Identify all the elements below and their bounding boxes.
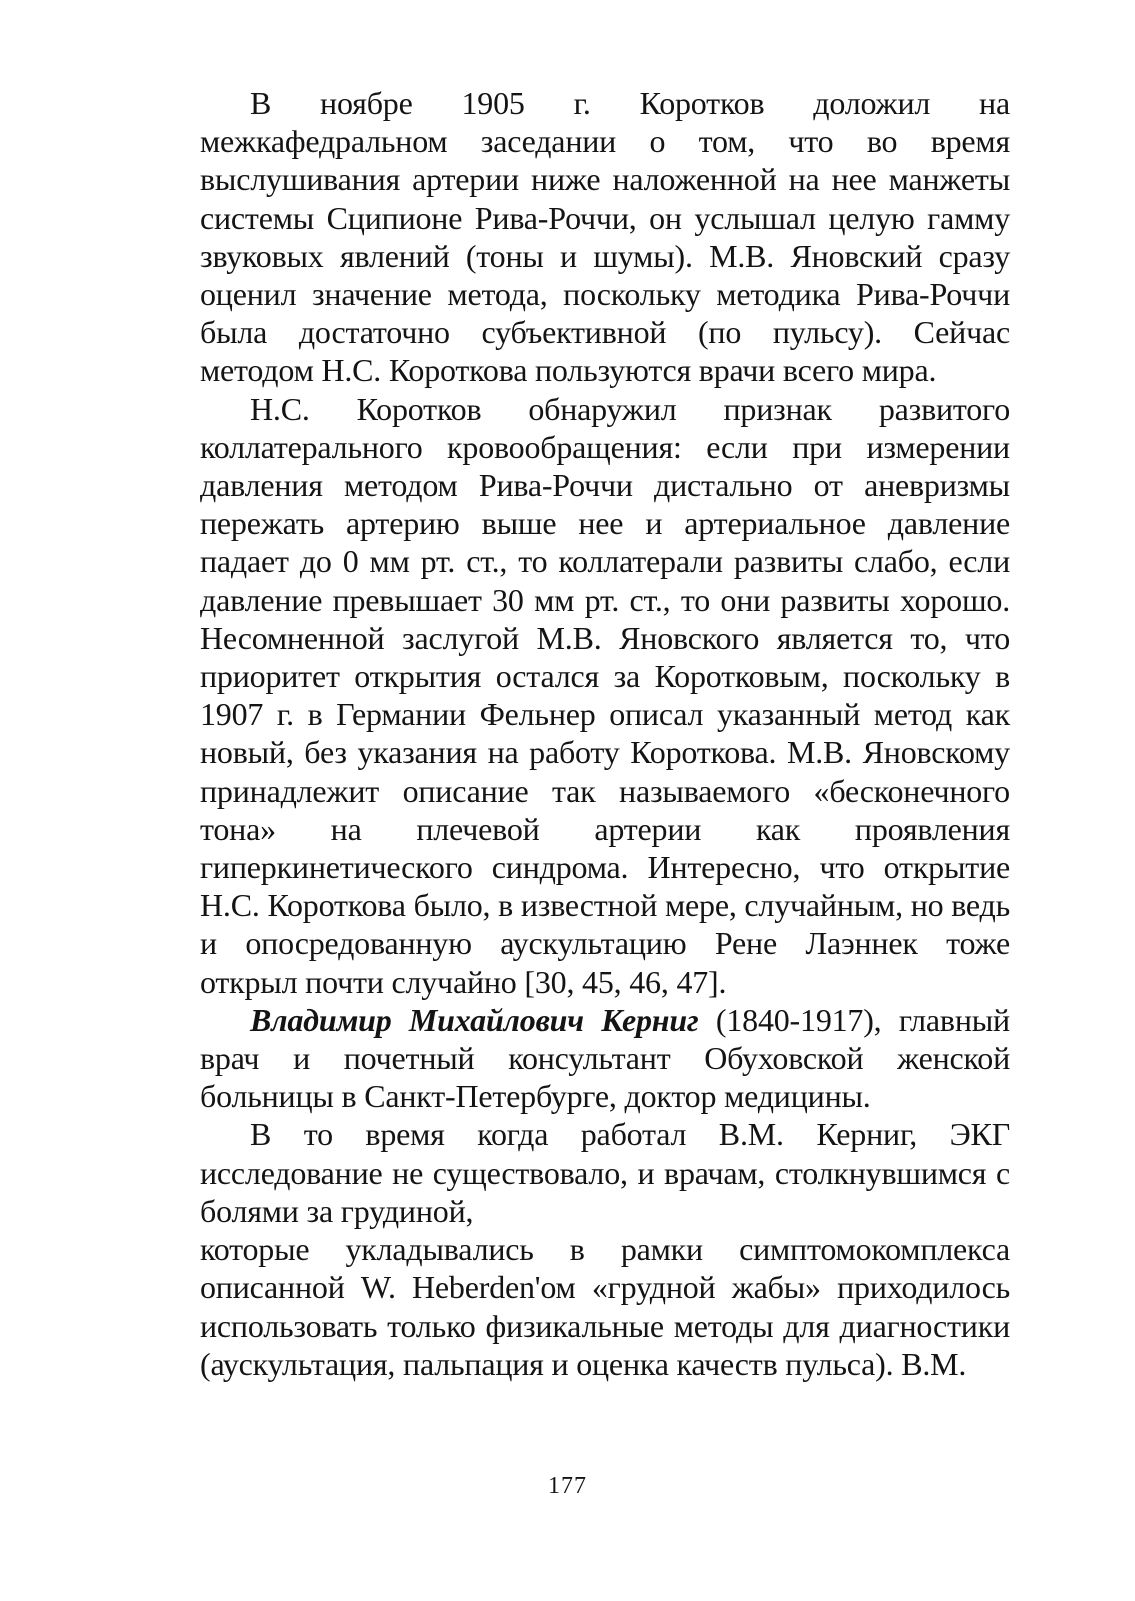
paragraph-physical-methods xyxy=(200,1230,1010,1383)
paragraph-ecg-context xyxy=(200,1115,1010,1230)
paragraph-text: (1840-1917), главный врач и почетный консультант Обуховской женской больницы в Санкт-Петербурге, доктор медицины. xyxy=(200,1001,1010,1115)
paragraph-collateral-circulation xyxy=(200,390,1010,1001)
paragraph-text: которые укладывались в рамки симптомокомплекса описанной W. Heberden'ом «грудной жабы» приходилось использовать только физикальные методы для диагностики (аускультация, пальпация и оценка качеств пульса). В.М. xyxy=(200,1231,1010,1382)
page-number: 177 xyxy=(548,1473,587,1499)
paragraph-text: В то время когда работал В.М. Керниг, ЭКГ исследование не существовало, и врачам, столкнувшимся с болями за грудиной, xyxy=(200,1116,1010,1229)
person-name: Владимир Михайлович Керниг xyxy=(250,1001,699,1038)
paragraph-text: В ноябре 1905 г. Коротков доложил на межкафедральном заседании о том, что во время выслушивания артерии ниже наложенной на нее манжеты системы Сципионе Рива-Роччи, он услышал целую гамму звуковых явлений (тоны и шумы). М.В. Яновский сразу оценил значение метода, поскольку методика Рива-Роччи была достаточно субъективной (по пульсу). Сейчас методом Н.С. Короткова пользуются врачи всего мира. xyxy=(200,85,1010,389)
paragraph-kernig-intro xyxy=(200,1001,1010,1116)
paragraph-korotkov-report xyxy=(200,84,1010,390)
body-text xyxy=(200,84,1010,1383)
paragraph-text: Н.С. Коротков обнаружил признак развитого коллатерального кровообращения: если при измерении давления методом Рива-Роччи дистально от аневризмы пережать артерию выше нее и артериальное давление падает до 0 мм рт. ст., то коллатерали развиты слабо, если давление превышает 30 мм рт. ст., то они развиты хорошо. Несомненной заслугой М.В. Яновского является то, что приоритет открытия остался за Коротковым, поскольку в 1907 г. в Германии Фельнер описал указанный метод как новый, без указания на работу Короткова. М.В. Яновскому принадлежит описание так называемого «бесконечного тона» на плечевой артерии как проявления гиперкинетического синдрома. Интересно, что открытие Н.С. Короткова было, в известной мере, случайным, но ведь и опосредованную аускультацию Рене Лаэннек тоже открыл почти случайно [30, 45, 46, 47]. xyxy=(200,390,1010,1000)
